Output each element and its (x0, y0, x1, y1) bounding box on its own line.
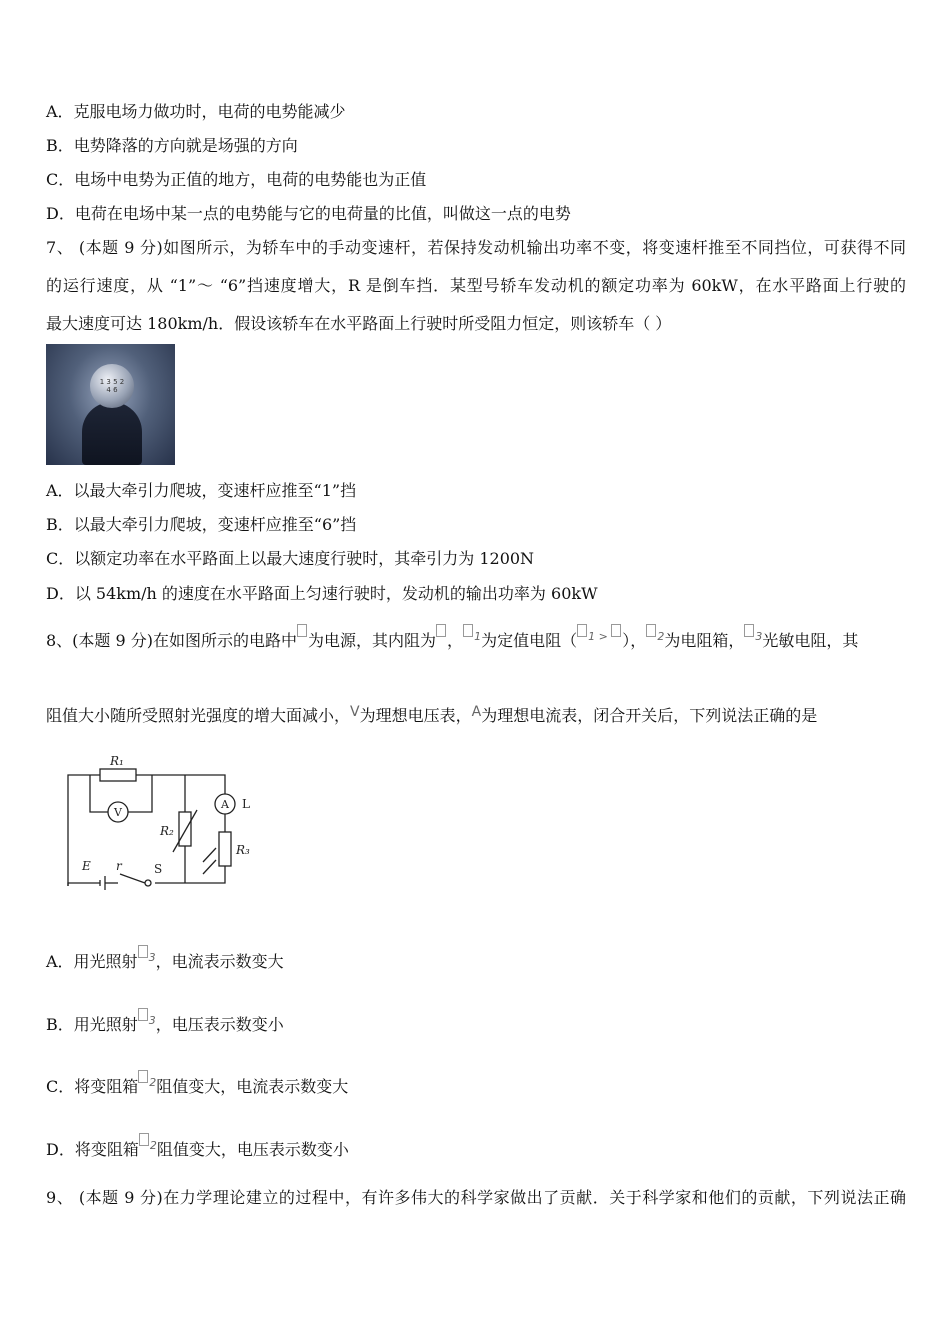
q8-text-part: 8、(本题 9 分)在如图所示的电路中 (46, 631, 298, 650)
missing-glyph-icon (139, 1133, 149, 1146)
q6-option-d: D．电荷在电场中某一点的电势能与它的电荷量的比值，叫做这一点的电势 (46, 204, 571, 223)
label-r3: R₃ (236, 843, 250, 857)
q8-text-part: 为定值电阻（ (481, 631, 578, 650)
gear-shift-photo (46, 344, 175, 465)
resistor-r2 (179, 812, 191, 846)
internal-resistance-symbol (436, 627, 447, 647)
switch-contact (145, 880, 151, 886)
option-text: 阻值变大，电流表示数变大 (156, 1077, 349, 1096)
label-internal-r: r (116, 859, 122, 873)
label-ammeter: A (221, 798, 229, 811)
missing-glyph-icon (138, 1008, 148, 1021)
circuit-diagram (60, 750, 260, 895)
q8-option-a (46, 952, 284, 972)
q6-option-a: A．克服电场力做功时，电荷的电势能减少 (46, 102, 346, 121)
q8-option-b (46, 1015, 284, 1035)
q7-option-c: C．以额定功率在水平路面上以最大速度行驶时，其牵引力为 1200N (46, 549, 535, 568)
option-text: B．用光照射 (46, 1015, 138, 1034)
q8-option-c (46, 1077, 348, 1097)
missing-glyph-icon (577, 624, 587, 637)
q8-option-d (46, 1140, 349, 1160)
missing-glyph-icon (611, 624, 621, 637)
option-text: C．将变阻箱 (46, 1077, 139, 1096)
r2-symbol: 2 (139, 1136, 157, 1156)
missing-glyph-icon (436, 624, 446, 637)
q8-text-part: 为理想电流表，闭合开关后，下列说法正确的是 (481, 706, 818, 725)
label-r1: R₁ (110, 754, 124, 768)
missing-glyph-icon (138, 1070, 148, 1083)
missing-glyph-icon (463, 624, 473, 637)
resistor-r3 (219, 832, 231, 866)
q8-text-part: ， (447, 631, 464, 650)
wire-top (136, 775, 225, 794)
q8-text-part: ）， (622, 631, 647, 650)
q7-option-d: D．以 54km/h 的速度在水平路面上匀速行驶时，发动机的输出功率为 60kW (46, 584, 598, 603)
missing-glyph-icon (646, 624, 656, 637)
q8-text-part: 为电源，其内阻为 (308, 631, 437, 650)
r1-gt-r-symbol: 1 > (577, 627, 622, 647)
q7-option-a: A．以最大牵引力爬坡，变速杆应推至“1”挡 (46, 481, 357, 500)
voltmeter-symbol: V (350, 704, 360, 720)
missing-glyph-icon (297, 624, 307, 637)
q8-text-part: 光敏电阻，其 (762, 631, 859, 650)
gear-knob-label: 1 3 5 2 4 6 (99, 378, 125, 394)
q7-stem-line3: 最大速度可达 180km/h．假设该轿车在水平路面上行驶时所受阻力恒定，则该轿车（ ） (46, 314, 672, 333)
q6-option-c: C．电场中电势为正值的地方，电荷的电势能也为正值 (46, 170, 427, 189)
label-r2: R₂ (160, 824, 174, 838)
r3-symbol: 3 (138, 1011, 156, 1031)
wire-bottom-left (68, 883, 100, 886)
gear-knob (90, 364, 134, 408)
q8-text-part: 阻值大小随所受照射光强度的增大面减小， (46, 706, 351, 725)
label-switch: S (154, 862, 163, 876)
missing-glyph-icon (138, 945, 148, 958)
label-lamp: L (242, 797, 250, 811)
label-emf: E (82, 859, 91, 873)
q6-option-b: B．电势降落的方向就是场强的方向 (46, 136, 298, 155)
resistor-r1 (100, 769, 136, 781)
emf-symbol (297, 627, 308, 647)
q7-stem-line1: 7、 (本题 9 分)如图所示，为轿车中的手动变速杆，若保持发动机输出功率不变，将变速杆推至不同挡位，可获得不同 (46, 238, 906, 257)
option-text: A．用光照射 (46, 952, 138, 971)
q7-option-b: B．以最大牵引力爬坡，变速杆应推至“6”挡 (46, 515, 357, 534)
option-text: ，电流表示数变大 (155, 952, 284, 971)
label-voltmeter: V (114, 806, 122, 819)
q8-text-part: 为理想电压表， (359, 706, 472, 725)
r3-symbol: 3 (138, 948, 156, 968)
wire-bottom-right (155, 866, 225, 883)
q9-stem-line1: 9、 (本题 9 分)在力学理论建立的过程中，有许多伟大的科学家做出了贡献．关于科学家和他们的贡献，下列说法正确 (46, 1188, 906, 1207)
r1-symbol: 1 (463, 627, 481, 647)
gear-boot (82, 402, 142, 465)
option-text: D．将变阻箱 (46, 1140, 139, 1159)
option-text: ，电压表示数变小 (155, 1015, 284, 1034)
light-arrow-icon (203, 848, 216, 862)
r3-symbol: 3 (744, 627, 762, 647)
q8-text-part: 为电阻箱， (664, 631, 745, 650)
q7-stem-line2: 的运行速度，从 “1”～ “6”挡速度增大，R 是倒车挡．某型号轿车发动机的额定功率为 60kW，在水平路面上行驶的 (46, 276, 906, 295)
light-arrow-icon (203, 860, 216, 874)
q8-stem-line1 (46, 631, 858, 651)
q8-stem-line2 (46, 706, 817, 726)
ammeter-symbol: A (471, 704, 482, 720)
r2-symbol: 2 (138, 1073, 156, 1093)
option-text: 阻值变大，电压表示数变小 (156, 1140, 349, 1159)
switch-lever (120, 874, 145, 883)
r2-symbol: 2 (646, 627, 664, 647)
missing-glyph-icon (744, 624, 754, 637)
